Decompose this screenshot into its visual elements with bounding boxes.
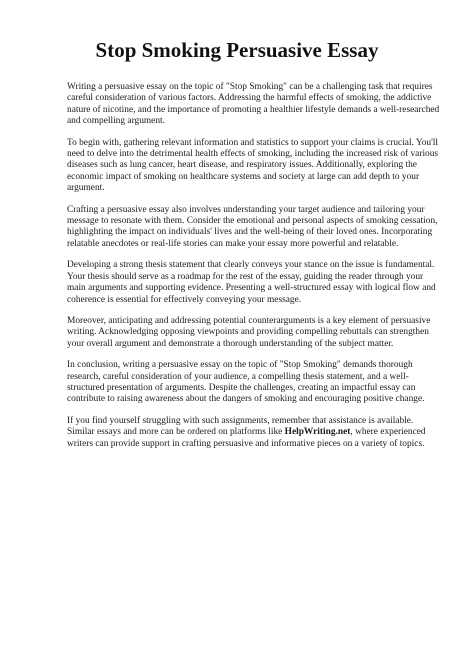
paragraph-closing: [67, 416, 441, 450]
paragraph-intro: Writing a persuasive essay on the topic of "Stop Smoking" can be a challenging task that requires careful consideration of various factors. Addressing the harmful effects of smoking, the addictive nature of nicotine, and the importance of promoting a healthier lifestyle demands a well-researched and compelling argument.: [67, 82, 440, 127]
page-title: Stop Smoking Persuasive Essay: [95, 38, 379, 62]
helpwriting-link[interactable]: HelpWriting.net: [284, 427, 351, 438]
paragraph-counterarguments: Moreover, anticipating and addressing potential counterarguments is a key element of persuasive writing. Acknowledging opposing viewpoints and providing compelling rebuttals can strengthen your overall argument and demonstrate a thorough understanding of the subject matter.: [67, 315, 431, 349]
paragraph-thesis: Developing a strong thesis statement that clearly conveys your stance on the issue is fundamental. Your thesis should serve as a roadmap for the rest of the essay, guiding the reader through your main arguments and supporting evidence. Presenting a well-structured essay with logical flow and coherence is essential for effectively conveying your message.: [67, 260, 436, 305]
essay-body: [67, 82, 441, 460]
paragraph-conclusion: In conclusion, writing a persuasive essay on the topic of "Stop Smoking" demands thorough research, careful consideration of your audience, a compelling thesis statement, and a well-structured presentation of arguments. Despite the challenges, creating an impactful essay can contribute to raising awareness about the dangers of smoking and encouraging positive change.: [67, 360, 425, 405]
closing-text-after: , where experienced writers can provide support in crafting persuasive and informative pieces on a variety of topics.: [67, 427, 426, 449]
closing-text-before: If you find yourself struggling with such assignments, remember that assistance is available. Similar essays and more can be ordered on platforms like: [67, 415, 414, 438]
paragraph-research: To begin with, gathering relevant information and statistics to support your claims is crucial. You'll need to delve into the detrimental health effects of smoking, including the increased risk of various diseases such as lung cancer, heart disease, and respiratory issues. Additionally, exploring the economic impact of smoking on healthcare systems and society at large can add depth to your argument.: [67, 137, 439, 194]
paragraph-audience: Crafting a persuasive essay also involves understanding your target audience and tailoring your message to resonate with them. Consider the emotional and personal aspects of smoking cessation, highlighting the impact on individuals' lives and the well-being of their loved ones. Incorporating relatable anecdotes or real-life stories can make your essay more powerful and relatable.: [67, 204, 438, 249]
